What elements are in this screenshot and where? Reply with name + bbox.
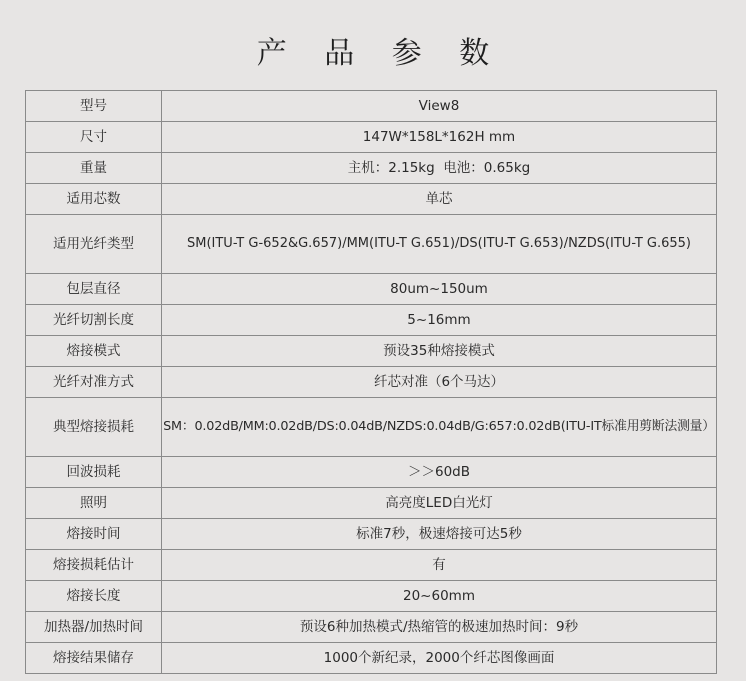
row-value: 单芯 (162, 184, 717, 215)
table-row (26, 367, 717, 398)
table-row (26, 519, 717, 550)
row-label: 加热器/加热时间 (26, 612, 162, 643)
row-label: 熔接模式 (26, 336, 162, 367)
table-row (26, 91, 717, 122)
row-value: 预设6种加热模式/热缩管的极速加热时间：9秒 (162, 612, 717, 643)
row-label: 典型熔接损耗 (26, 398, 162, 457)
table-row (26, 184, 717, 215)
row-label: 回波损耗 (26, 457, 162, 488)
row-label: 包层直径 (26, 274, 162, 305)
row-value: 1000个新纪录，2000个纤芯图像画面 (162, 643, 717, 674)
row-label: 光纤对准方式 (26, 367, 162, 398)
table-row (26, 153, 717, 184)
row-label: 照明 (26, 488, 162, 519)
row-value: 5~16mm (162, 305, 717, 336)
table-row (26, 488, 717, 519)
row-value: SM(ITU-T G-652&G.657)/MM(ITU-T G.651)/DS(ITU-T G.653)/NZDS(ITU-T G.655) (162, 215, 717, 274)
row-value: 纤芯对准（6个马达） (162, 367, 717, 398)
row-label: 熔接时间 (26, 519, 162, 550)
row-value: SM：0.02dB/MM:0.02dB/DS:0.04dB/NZDS:0.04dB/G:657:0.02dB(ITU-IT标准用剪断法测量） (162, 398, 717, 457)
row-label: 适用光纤类型 (26, 215, 162, 274)
table-row (26, 643, 717, 674)
table-row (26, 398, 717, 457)
table-row (26, 581, 717, 612)
row-value: 预设35种熔接模式 (162, 336, 717, 367)
table-row (26, 274, 717, 305)
row-value: 80um~150um (162, 274, 717, 305)
page-title: 产 品 参 数 (256, 36, 504, 71)
table-row (26, 550, 717, 581)
row-value: ＞＞60dB (162, 457, 717, 488)
row-value: 有 (162, 550, 717, 581)
row-value: 147W*158L*162H mm (162, 122, 717, 153)
row-value: View8 (162, 91, 717, 122)
row-label: 重量 (26, 153, 162, 184)
table-row (26, 336, 717, 367)
row-value: 20~60mm (162, 581, 717, 612)
table-row (26, 457, 717, 488)
row-label: 型号 (26, 91, 162, 122)
table-row (26, 305, 717, 336)
table-row (26, 612, 717, 643)
row-label: 熔接结果储存 (26, 643, 162, 674)
spec-table (25, 90, 717, 674)
row-label: 熔接长度 (26, 581, 162, 612)
row-label: 光纤切割长度 (26, 305, 162, 336)
table-row (26, 215, 717, 274)
row-value: 标准7秒，极速熔接可达5秒 (162, 519, 717, 550)
row-label: 适用芯数 (26, 184, 162, 215)
row-value: 主机：2.15kg 电池：0.65kg (162, 153, 717, 184)
row-label: 尺寸 (26, 122, 162, 153)
row-label: 熔接损耗估计 (26, 550, 162, 581)
row-value: 高亮度LED白光灯 (162, 488, 717, 519)
table-row (26, 122, 717, 153)
